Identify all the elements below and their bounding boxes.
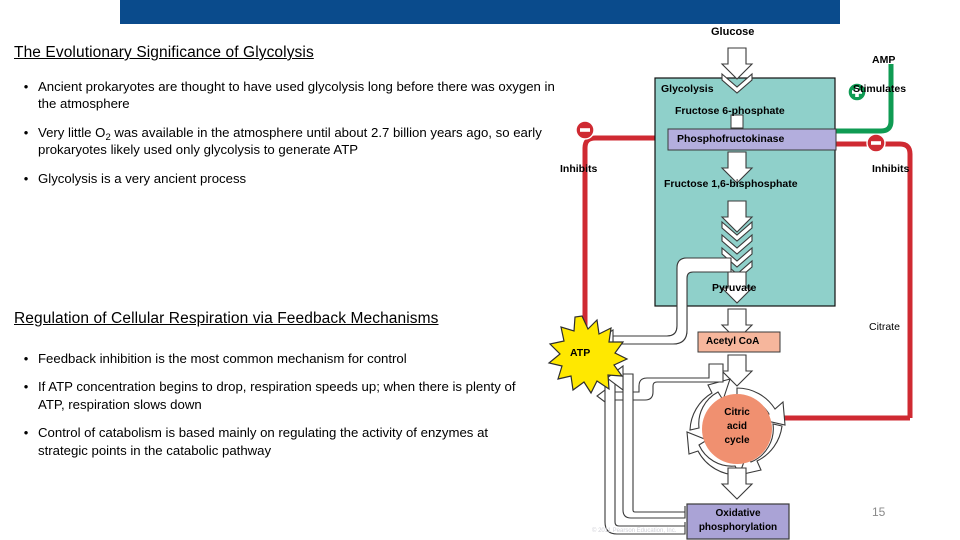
bullet-dot-icon: • [23,379,29,395]
bullet-text: If ATP concentration begins to drop, respiration speeds up; when there is plenty of ATP, respiration slows down [38,379,516,412]
label-glycolysis: Glycolysis [661,83,714,95]
bullet-text: Glycolysis is a very ancient process [38,170,247,186]
list-item [14,124,559,159]
bullet-dot-icon: • [23,425,29,441]
respiration-regulation-diagram [535,26,960,540]
label-atp: ATP [570,347,591,359]
label-citric-acid-cycle-line2: acid [726,421,747,432]
label-citrate: Citrate [869,321,900,333]
bullet-text: Feedback inhibition is the most common mechanism for control [38,351,407,366]
list-item [14,78,559,113]
label-fructose-6-phosphate: Fructose 6-phosphate [675,105,785,117]
bullet-dot-icon: • [23,124,29,140]
bullet-text: Ancient prokaryotes are thought to have used glycolysis long before there was oxygen in the atmosphere [38,79,555,112]
label-acetyl-coa: Acetyl CoA [706,336,760,347]
label-oxidative-line1: Oxidative [715,508,761,519]
bullet-dot-icon: • [23,170,29,186]
label-phosphofructokinase: Phosphofructokinase [677,133,785,145]
list-item [14,424,534,459]
bullet-dot-icon: • [23,79,29,94]
list-item [14,170,559,187]
list-item [14,350,534,367]
label-inhibits-left: Inhibits [560,163,598,175]
label-inhibits-right: Inhibits [872,163,910,175]
bullet-text: Very little $O_2$ was available in the atmosphere until about 2.7 billion years ago, so early prokaryotes likely used only glycolysis to generate ATP [38,124,542,158]
label-pyruvate: Pyruvate [712,282,757,294]
label-oxidative-line2: phosphorylation [698,522,778,533]
bullet-list-evolutionary [14,78,559,198]
label-glucose: Glucose [711,26,755,38]
label-stimulates: Stimulates [853,83,907,95]
label-citric-acid-cycle-line3: cycle [724,435,750,446]
label-fructose-1-6-bisphosphate: Fructose 1,6-bisphosphate [664,178,798,190]
label-citric-acid-cycle-line1: Citric [724,407,750,418]
page-number: 15 [872,505,886,519]
copyright-notice: © 2011 Pearson Education, Inc. [592,528,677,534]
section-heading-regulation: Regulation of Cellular Respiration via Feedback Mechanisms [14,310,439,327]
bullet-text: Control of catabolism is based mainly on regulating the activity of enzymes at strategic points in the catabolic pathway [38,425,489,458]
list-item [14,378,534,413]
header-accent-bar [120,0,840,24]
section-heading-evolutionary: The Evolutionary Significance of Glycolysis [14,44,314,61]
label-amp: AMP [872,54,896,66]
bullet-dot-icon: • [23,351,29,366]
bullet-list-regulation [14,350,534,470]
